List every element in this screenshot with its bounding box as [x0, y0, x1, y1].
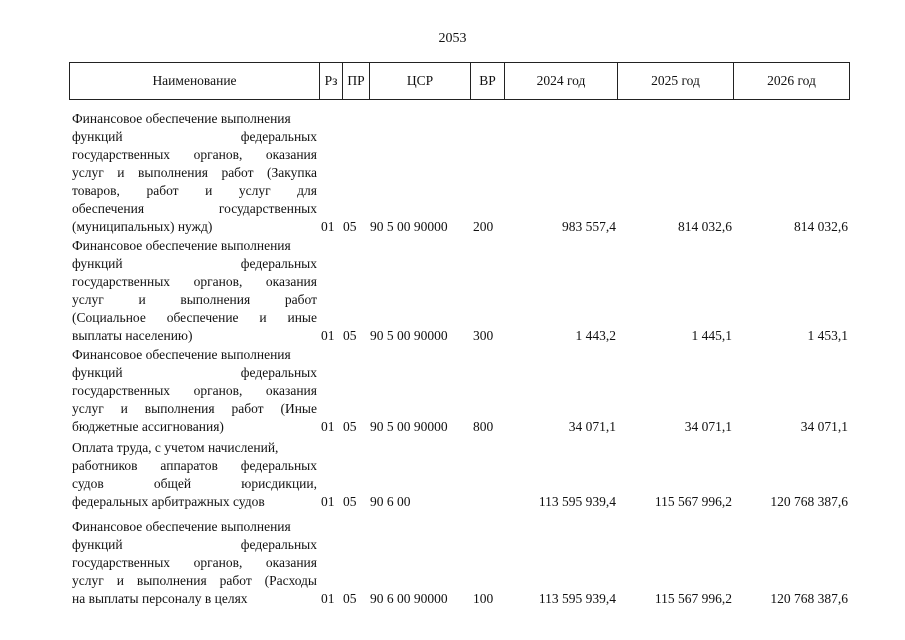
row-name-line: Оплата труда, с учетом начислений,	[72, 440, 279, 455]
row-rz: 01	[321, 328, 335, 343]
row-name	[72, 346, 317, 436]
row-csr: 90 6 00	[370, 494, 411, 509]
row-name-line: (муниципальных) нужд)	[72, 219, 213, 234]
header-vr: ВР	[471, 63, 505, 99]
row-name-line: государственных органов, оказания	[72, 555, 317, 570]
header-2024: 2024 год	[505, 63, 618, 99]
row-csr: 90 5 00 90000	[370, 419, 448, 434]
row-2025: 115 567 996,2	[654, 591, 732, 606]
header-pr: ПР	[343, 63, 370, 99]
row-2024: 113 595 939,4	[538, 494, 616, 509]
row-pr: 05	[343, 419, 357, 434]
row-name-line: услуг и выполнения работ (Иные	[72, 401, 317, 416]
row-name-line: товаров, работ и услуг для	[72, 183, 317, 198]
row-name-line: (Социальное обеспечение и иные	[72, 310, 317, 325]
row-pr: 05	[343, 591, 357, 606]
row-name-line: обеспечения государственных	[72, 201, 317, 216]
row-2025: 115 567 996,2	[654, 494, 732, 509]
header-name: Наименование	[70, 63, 320, 99]
row-rz: 01	[321, 591, 335, 606]
row-name-line: выплаты населению)	[72, 328, 193, 343]
row-2024: 113 595 939,4	[538, 591, 616, 606]
table-header	[69, 62, 850, 100]
row-2024: 983 557,4	[562, 219, 616, 234]
row-name-line: на выплаты персоналу в целях	[72, 591, 248, 606]
row-name-line: Финансовое обеспечение выполнения	[72, 238, 291, 253]
header-csr: ЦСР	[370, 63, 471, 99]
row-vr: 800	[473, 419, 494, 434]
row-2026: 34 071,1	[800, 419, 848, 434]
row-rz: 01	[321, 219, 335, 234]
row-name	[72, 439, 317, 511]
row-2024: 1 443,2	[575, 328, 616, 343]
row-2026: 814 032,6	[794, 219, 848, 234]
row-name-line: функций федеральных	[72, 365, 317, 380]
header-2026: 2026 год	[767, 73, 816, 88]
row-name-line: государственных органов, оказания	[72, 383, 317, 398]
row-pr: 05	[343, 494, 357, 509]
row-2025: 814 032,6	[678, 219, 732, 234]
row-name-line: услуг и выполнения работ (Закупка	[72, 165, 317, 180]
row-2025: 1 445,1	[691, 328, 732, 343]
row-2026: 120 768 387,6	[770, 494, 848, 509]
row-2025: 34 071,1	[684, 419, 732, 434]
row-name-line: бюджетные ассигнования)	[72, 419, 224, 434]
row-2024: 34 071,1	[568, 419, 616, 434]
row-name-line: государственных органов, оказания	[72, 274, 317, 289]
row-2026: 120 768 387,6	[770, 591, 848, 606]
row-name	[72, 518, 317, 608]
row-pr: 05	[343, 219, 357, 234]
row-name-line: государственных органов, оказания	[72, 147, 317, 162]
row-name-line: функций федеральных	[72, 537, 317, 552]
row-vr: 100	[473, 591, 494, 606]
row-name-line: функций федеральных	[72, 129, 317, 144]
page-number: 2053	[438, 31, 467, 46]
header-rz: Рз	[320, 63, 343, 99]
row-name-line: федеральных арбитражных судов	[72, 494, 265, 509]
row-name-line: услуг и выполнения работ	[72, 292, 317, 307]
row-pr: 05	[343, 328, 357, 343]
header-2025: 2025 год	[618, 63, 734, 99]
row-csr: 90 5 00 90000	[370, 328, 448, 343]
row-name-line: работников аппаратов федеральных	[72, 458, 317, 473]
row-name-line: функций федеральных	[72, 256, 317, 271]
row-name-line: Финансовое обеспечение выполнения	[72, 519, 291, 534]
row-vr: 200	[473, 219, 494, 234]
row-name	[72, 237, 317, 345]
row-csr: 90 6 00 90000	[370, 591, 448, 606]
row-name-line: услуг и выполнения работ (Расходы	[72, 573, 317, 588]
row-vr: 300	[473, 328, 494, 343]
row-rz: 01	[321, 494, 335, 509]
row-2026: 1 453,1	[807, 328, 848, 343]
row-name	[72, 110, 317, 236]
row-name-line: судов общей юрисдикции,	[72, 476, 317, 491]
row-rz: 01	[321, 419, 335, 434]
row-csr: 90 5 00 90000	[370, 219, 448, 234]
row-name-line: Финансовое обеспечение выполнения	[72, 111, 291, 126]
row-name-line: Финансовое обеспечение выполнения	[72, 347, 291, 362]
